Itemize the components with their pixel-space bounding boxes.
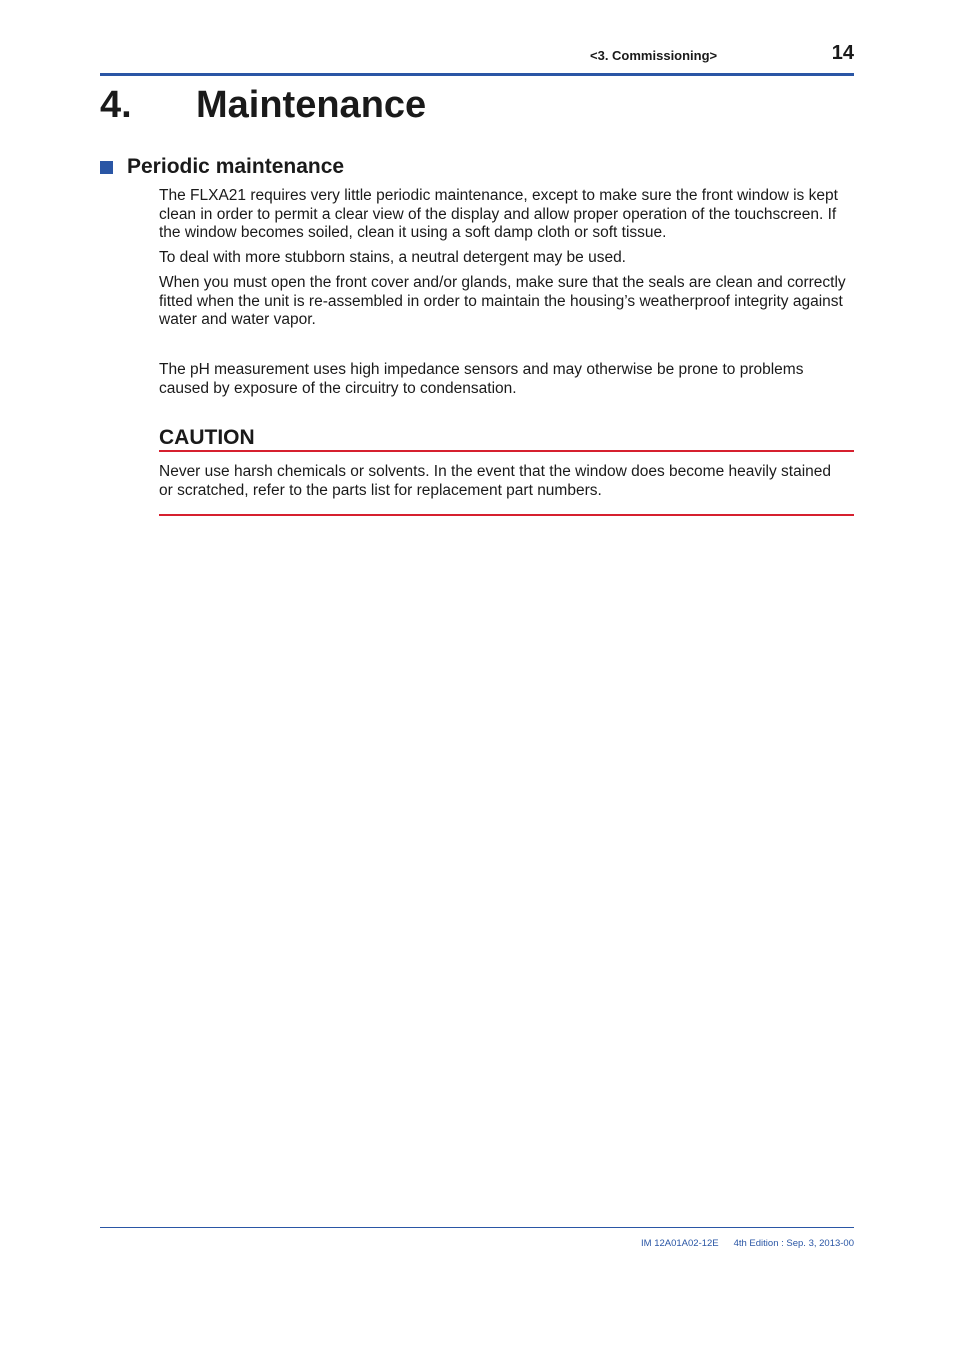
chapter-title xyxy=(100,80,426,130)
header-divider xyxy=(100,73,854,76)
paragraph-ph-measurement: The pH measurement uses high impedance sensors and may otherwise be prone to problems caused by exposure of the circuitry to condensation. xyxy=(159,361,804,397)
page-number: 14 xyxy=(831,42,854,64)
paragraph-detergent: To deal with more stubborn stains, a neutral detergent may be used. xyxy=(159,249,626,266)
caution-top-divider xyxy=(159,450,854,452)
section-heading-text: Periodic maintenance xyxy=(127,155,345,178)
paragraph-seals: When you must open the front cover and/or glands, make sure that the seals are clean and correctly fitted when the unit is re-assembled in order to maintain the housing’s weatherproof integrity against water and water vapor. xyxy=(159,274,846,328)
chapter-number: 4. xyxy=(100,84,132,126)
footer-edition: 4th Edition : Sep. 3, 2013-00 xyxy=(733,1238,854,1249)
caution-bottom-divider xyxy=(159,514,854,516)
footer-divider xyxy=(100,1227,854,1228)
section-heading xyxy=(100,153,344,181)
caution-text: Never use harsh chemicals or solvents. In the event that the window does become heavily stained or scratched, refer to the parts list for replacement part numbers. xyxy=(159,463,832,499)
footer-document-number: IM 12A01A02-12E xyxy=(641,1238,719,1249)
square-bullet-icon xyxy=(100,161,113,174)
paragraph-cleaning: The FLXA21 requires very little periodic maintenance, except to make sure the front window is kept clean in order to permit a clear view of the display and allow proper operation of the touchscreen. If the window becomes soiled, clean it using a soft damp cloth or soft tissue. xyxy=(159,187,838,241)
chapter-title-text: Maintenance xyxy=(196,84,427,126)
caution-title: CAUTION xyxy=(159,426,255,449)
running-header-section: <3. Commissioning> xyxy=(590,48,718,63)
